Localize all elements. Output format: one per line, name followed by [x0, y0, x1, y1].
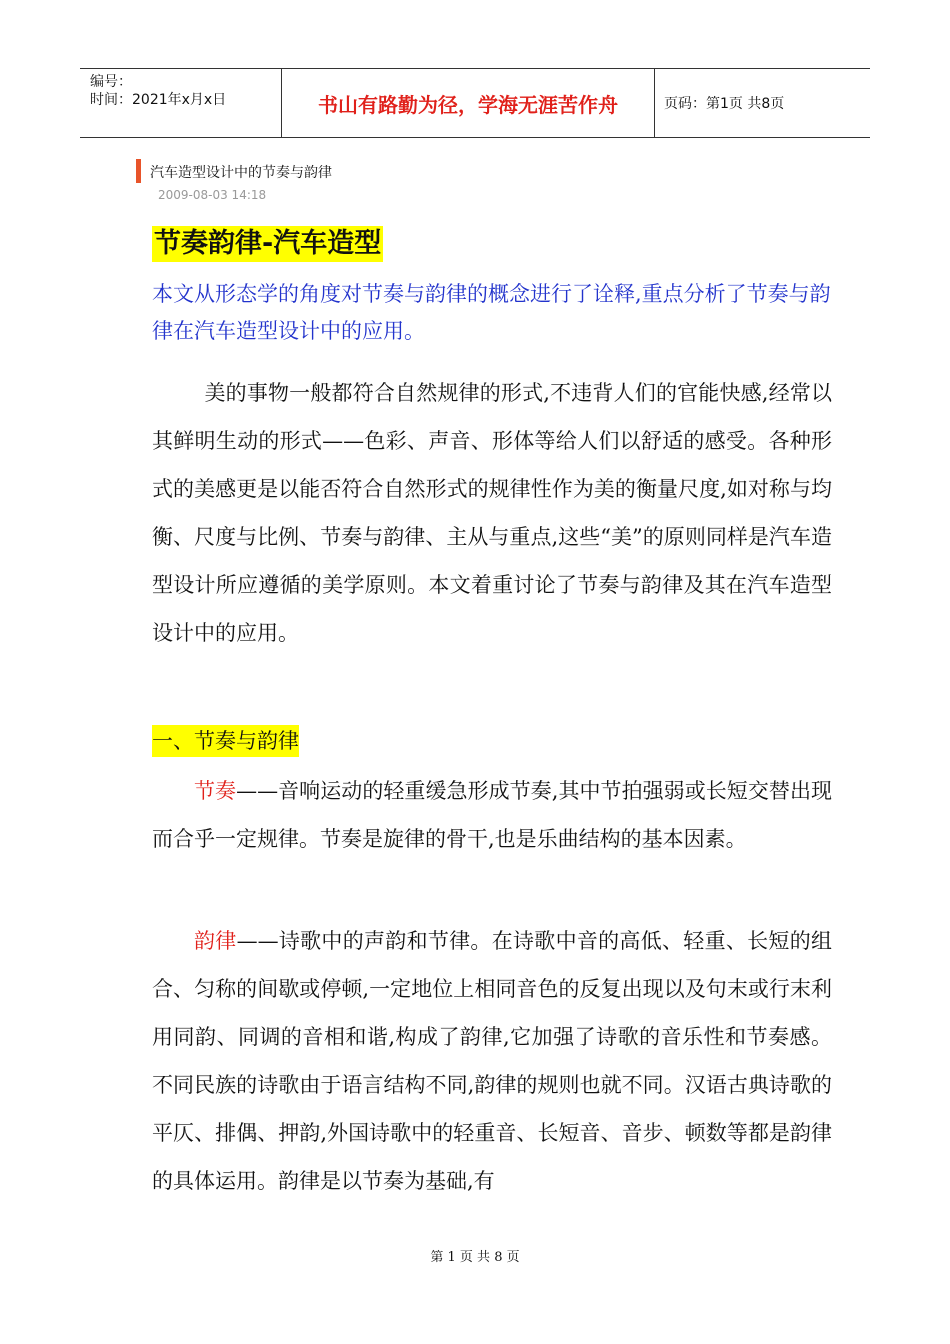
- header-page-info: 页码：第1页 共8页: [664, 96, 785, 112]
- main-title: 节奏韵律-汽车造型: [152, 226, 383, 262]
- definition-rhythm: [152, 767, 832, 863]
- header-meta: [80, 69, 280, 137]
- header-table: [80, 68, 870, 138]
- number-label: 编号：: [90, 74, 132, 90]
- definition-prosody-text: ——诗歌中的声韵和节律。在诗歌中音的高低、轻重、长短的组合、匀称的间歇或停顿,一定地位上相同音色的反复出现以及句末或行末利用同韵、同调的音相和谐,构成了韵律,它加强了诗歌的音乐性和节奏感。不同民族的诗歌由于语言结构不同,韵律的规则也就不同。汉语古典诗歌的平仄、排偶、押韵,外国诗歌中的轻重音、长短音、音步、顿数等都是韵律的具体运用。韵律是以节奏为基础,有: [152, 929, 833, 1193]
- section-heading-1: 一、节奏与韵律: [152, 725, 299, 757]
- time-label: 时间：2021年x月x日: [90, 92, 227, 108]
- page-footer: 第 1 页 共 8 页: [430, 1250, 520, 1265]
- definition-rhythm-text: ——音响运动的轻重缓急形成节奏,其中节拍强弱或长短交替出现而合乎一定规律。节奏是旋律的骨干,也是乐曲结构的基本因素。: [152, 779, 832, 851]
- article-title-bar: [136, 159, 141, 183]
- article-date: 2009-08-03 14:18: [158, 188, 267, 202]
- term-prosody: 韵律: [194, 929, 237, 953]
- intro-paragraph: 本文从形态学的角度对节奏与韵律的概念进行了诠释,重点分析了节奏与韵律在汽车造型设计中的应用。: [152, 282, 831, 343]
- body-paragraph-1: 美的事物一般都符合自然规律的形式,不违背人们的官能快感,经常以其鲜明生动的形式——色彩、声音、形体等给人们以舒适的感受。各种形式的美感更是以能否符合自然形式的规律性作为美的衡量尺度,如对称与均衡、尺度与比例、节奏与韵律、主从与重点,这些“美”的原则同样是汽车造型设计所应遵循的美学原则。本文着重讨论了节奏与韵律及其在汽车造型设计中的应用。: [152, 381, 832, 645]
- header-motto: 书山有路勤为径，学海无涯苦作舟: [281, 69, 655, 137]
- term-rhythm: 节奏: [194, 779, 237, 803]
- article-title: 汽车造型设计中的节奏与韵律: [150, 165, 332, 181]
- definition-prosody: [152, 917, 832, 1205]
